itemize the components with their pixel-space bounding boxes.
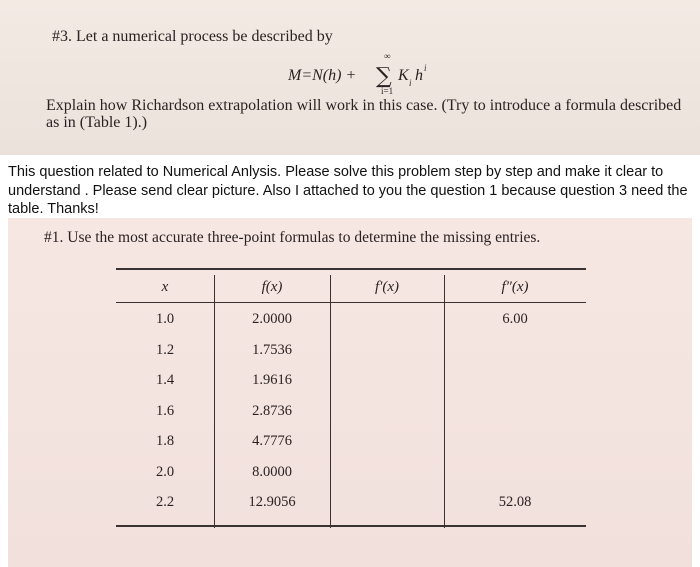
table-cell-fx: 1.9616 <box>252 372 292 388</box>
table-cell-fx: 12.9056 <box>248 494 296 510</box>
formula-expression <box>288 52 488 96</box>
table-cell-fx: 8.0000 <box>252 463 292 480</box>
question-1-photo <box>8 218 692 567</box>
formula-h-superscript: i <box>424 63 427 73</box>
table-cell-fx: 4.7776 <box>252 433 292 449</box>
column-header-x: x <box>161 279 169 295</box>
table-cell-fx: 2.0000 <box>252 311 292 327</box>
question-3-title: #3. Let a numerical process be described by <box>52 28 333 45</box>
column-header-fx: f(x) <box>261 279 283 295</box>
table-top-rule <box>116 268 586 270</box>
question-1-title: #1. Use the most accurate three-point formulas to determine the missing entries. <box>44 229 541 246</box>
table-cell-fdoubleprime: 52.08 <box>498 494 532 510</box>
table-bottom-rule <box>116 525 586 527</box>
question-3-photo <box>0 0 700 155</box>
table-cell-x: 1.0 <box>155 311 175 327</box>
question-note: This question related to Numerical Anlysis. Please solve this problem step by step and make it clear to understand . Please send clear picture. Also I attached to you the question 1 because question 3 need the table. Thanks! <box>8 164 688 217</box>
formula-lower-limit: i=1 <box>381 86 394 96</box>
column-header-fprime: f′(x) <box>374 279 400 295</box>
formula-sigma: ∑ <box>376 64 392 89</box>
formula-h: h <box>415 67 423 84</box>
table-cell-x: 2.0 <box>155 463 175 480</box>
table-cell-x: 1.2 <box>155 341 175 358</box>
table-cell-fdoubleprime: 6.00 <box>502 311 528 327</box>
table-column-divider <box>444 275 445 528</box>
table-cell-x: 1.4 <box>155 372 175 388</box>
formula-lhs: M=N(h) + <box>288 67 357 84</box>
table-cell-x: 2.2 <box>155 494 175 510</box>
question-3-explanation: Explain how Richardson extrapolation will work in this case. (Try to introduce a formula described as in (Table 1).) <box>46 97 682 131</box>
table-cell-fx: 2.8736 <box>252 402 292 419</box>
formula-upper-limit: ∞ <box>384 52 391 61</box>
table-cell-fx: 1.7536 <box>252 341 292 358</box>
column-header-fdoubleprime: f″(x) <box>501 279 529 295</box>
table-cell-x: 1.8 <box>155 433 175 449</box>
formula-k: K <box>398 67 409 84</box>
table-header-rule <box>116 302 586 303</box>
table-column-divider <box>330 275 331 528</box>
formula-k-subscript: i <box>409 78 412 88</box>
table-cell-x: 1.6 <box>155 402 175 419</box>
data-table <box>116 268 586 542</box>
